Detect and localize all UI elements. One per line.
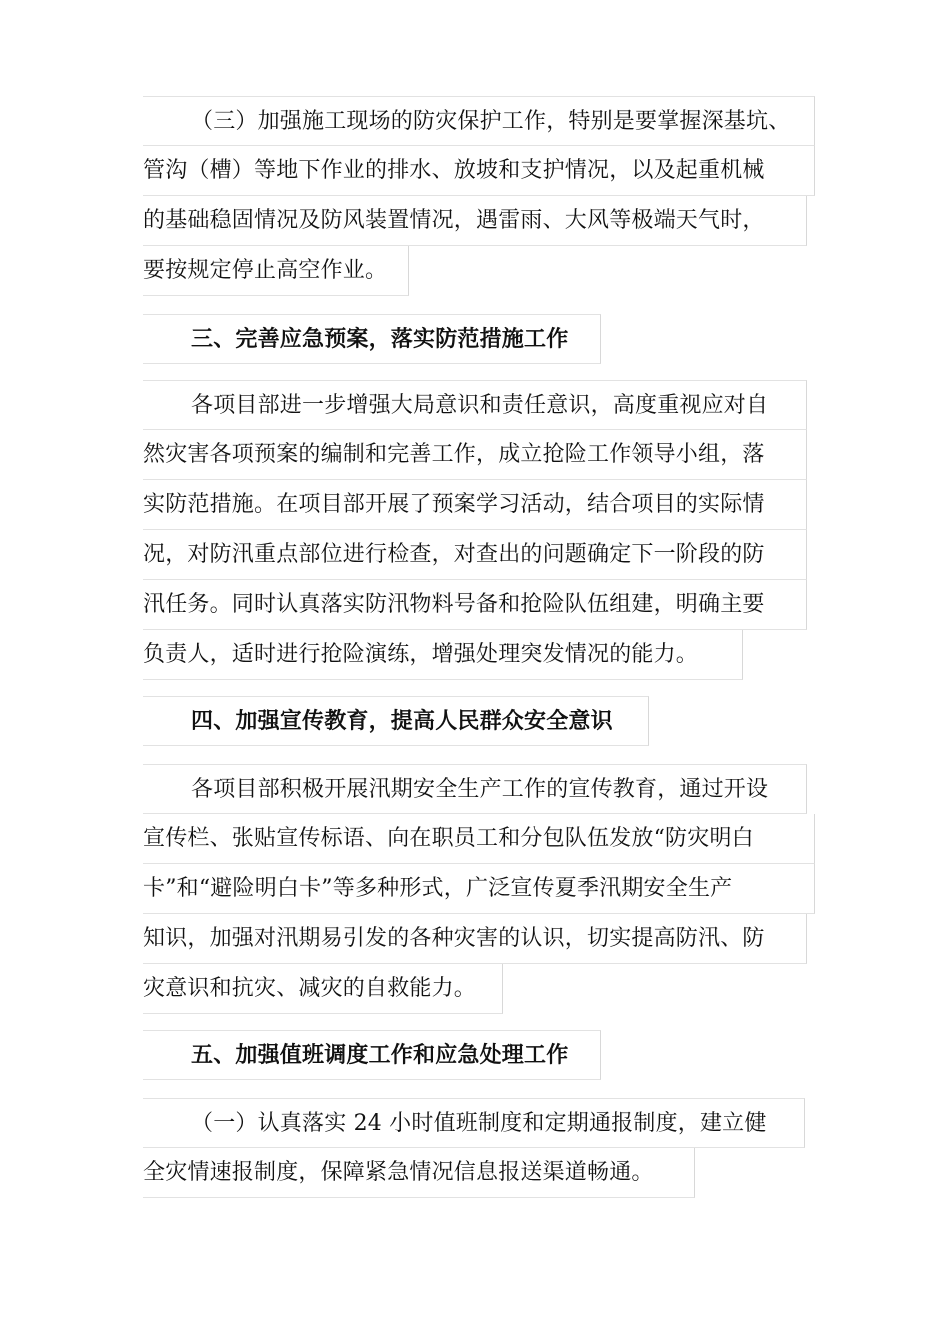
paragraph-line: 况，对防汛重点部位进行检查，对查出的问题确定下一阶段的防 [143,530,807,580]
paragraph-line: 然灾害各项预案的编制和完善工作，成立抢险工作领导小组，落 [143,430,807,480]
section-heading-5 [143,1030,601,1080]
heading-text: 四、加强宣传教育，提高人民群众安全意识 [143,696,649,746]
paragraph-line: 各项目部积极开展汛期安全生产工作的宣传教育，通过开设 [143,764,807,814]
paragraph-line: 全灾情速报制度，保障紧急情况信息报送渠道畅通。 [143,1148,695,1198]
paragraph-duty-system [143,1098,805,1198]
section-heading-4 [143,696,649,746]
paragraph-line: 汛任务。同时认真落实防汛物料号备和抢险队伍组建，明确主要 [143,580,807,630]
paragraph-protection [143,96,815,296]
paragraph-line: 管沟（槽）等地下作业的排水、放坡和支护情况，以及起重机械 [143,146,815,196]
paragraph-emergency-plan [143,380,807,680]
paragraph-line: （三）加强施工现场的防灾保护工作，特别是要掌握深基坑、 [143,96,815,146]
heading-text: 三、完善应急预案，落实防范措施工作 [143,314,601,364]
paragraph-line: 要按规定停止高空作业。 [143,246,409,296]
paragraph-line: 各项目部进一步增强大局意识和责任意识，高度重视应对自 [143,380,807,430]
paragraph-line: 知识，加强对汛期易引发的各种灾害的认识，切实提高防汛、防 [143,914,807,964]
section-heading-3 [143,314,601,364]
paragraph-line: 实防范措施。在项目部开展了预案学习活动，结合项目的实际情 [143,480,807,530]
paragraph-line: 灾意识和抗灾、减灾的自救能力。 [143,964,503,1014]
paragraph-line: 宣传栏、张贴宣传标语、向在职员工和分包队伍发放“防灾明白 [143,814,815,864]
paragraph-line: 卡”和“避险明白卡”等多种形式，广泛宣传夏季汛期安全生产 [143,864,815,914]
paragraph-publicity [143,764,815,1014]
paragraph-line: 的基础稳固情况及防风装置情况，遇雷雨、大风等极端天气时， [143,196,807,246]
paragraph-line: （一）认真落实 24 小时值班制度和定期通报制度，建立健 [143,1098,805,1148]
paragraph-line: 负责人，适时进行抢险演练，增强处理突发情况的能力。 [143,630,743,680]
heading-text: 五、加强值班调度工作和应急处理工作 [143,1030,601,1080]
